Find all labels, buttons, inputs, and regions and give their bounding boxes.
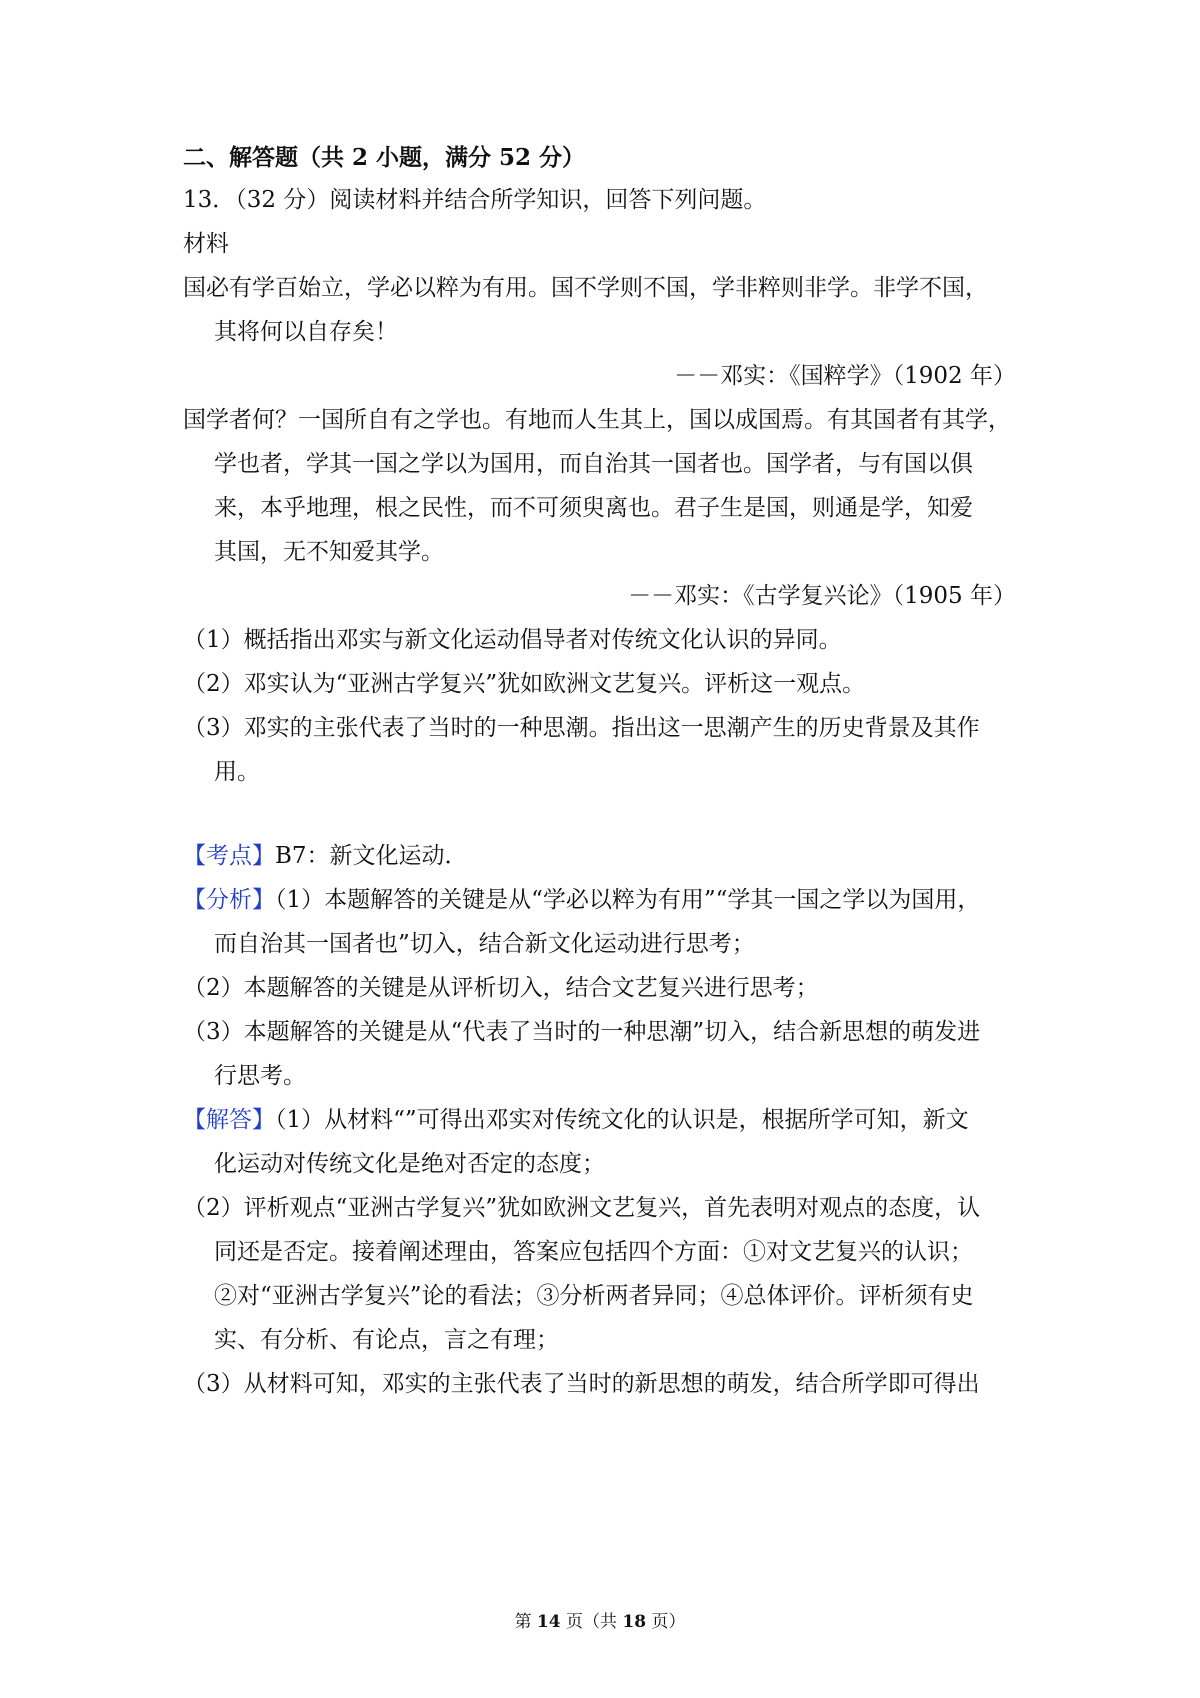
jieda-line-cont: 同还是否定。接着阐述理由，答案应包括四个方面：①对文艺复兴的认识；	[214, 1239, 973, 1265]
jieda-line: （3）从材料可知，邓实的主张代表了当时的新思想的萌发，结合所学即可得出	[183, 1371, 980, 1397]
fenxi-line-cont: 行思考。	[214, 1063, 306, 1089]
passage1-line: 其将何以自存矣！	[214, 319, 398, 345]
jieda-text: （1）从材料“”可得出邓实对传统文化的认识是，根据所学可知，新文	[275, 1107, 969, 1133]
jieda-tag: 【解答】	[183, 1107, 275, 1133]
material-label: 材料	[183, 231, 229, 257]
jieda-line	[183, 1105, 969, 1135]
footer-middle: 页（共	[566, 1612, 617, 1632]
passage2-line: 国学者何？一国所自有之学也。有地而人生其上，国以成国焉。有其国者有其学，	[183, 407, 1011, 433]
kaodian-tag: 【考点】	[183, 843, 275, 869]
fenxi-line	[183, 885, 980, 915]
footer-prefix: 第	[514, 1612, 532, 1632]
footer-total-pages: 18	[622, 1612, 647, 1632]
jieda-line: （2）评析观点“亚洲古学复兴”犹如欧洲文艺复兴，首先表明对观点的态度，认	[183, 1195, 981, 1221]
subquestion-2: （2）邓实认为“亚洲古学复兴”犹如欧洲文艺复兴。评析这一观点。	[183, 671, 866, 697]
page-footer	[0, 1611, 1200, 1633]
fenxi-tag: 【分析】	[183, 887, 275, 913]
passage2-line: 来，本乎地理，根之民性，而不可须臾离也。君子生是国，则通是学，知爱	[214, 495, 973, 521]
passage2-source: －－邓实：《古学复兴论》（1905 年）	[628, 583, 1016, 609]
jieda-line-cont: 化运动对传统文化是绝对否定的态度；	[214, 1151, 605, 1177]
fenxi-text: （1）本题解答的关键是从“学必以粹为有用”“学其一国之学以为国用，	[275, 887, 981, 913]
jieda-line-cont: 实、有分析、有论点，言之有理；	[214, 1327, 559, 1353]
jieda-line-cont: ②对“亚洲古学复兴”论的看法；③分析两者异同；④总体评价。评析须有史	[214, 1283, 974, 1309]
passage1-source: －－邓实：《国粹学》（1902 年）	[674, 363, 1016, 389]
fenxi-line: （3）本题解答的关键是从“代表了当时的一种思潮”切入，结合新思想的萌发进	[183, 1019, 981, 1045]
question-header: 13．（32 分）阅读材料并结合所学知识，回答下列问题。	[183, 187, 767, 213]
subquestion-1: （1）概括指出邓实与新文化运动倡导者对传统文化认识的异同。	[183, 627, 842, 653]
passage1-line: 国必有学百始立，学必以粹为有用。国不学则不国，学非粹则非学。非学不国，	[183, 275, 988, 301]
kaodian-line	[183, 841, 468, 871]
fenxi-line-cont: 而自治其一国者也”切入，结合新文化运动进行思考；	[214, 931, 755, 957]
footer-suffix: 页）	[651, 1612, 686, 1632]
subquestion-3: （3）邓实的主张代表了当时的一种思潮。指出这一思潮产生的历史背景及其作	[183, 715, 980, 741]
kaodian-text: B7：新文化运动．	[275, 843, 468, 869]
footer-page-number: 14	[536, 1612, 561, 1632]
section-heading: 二、解答题（共 2 小题，满分 52 分）	[183, 144, 586, 171]
passage2-line: 学也者，学其一国之学以为国用，而自治其一国者也。国学者，与有国以俱	[214, 451, 973, 477]
fenxi-line: （2）本题解答的关键是从评析切入，结合文艺复兴进行思考；	[183, 975, 819, 1001]
passage2-line: 其国，无不知爱其学。	[214, 539, 444, 565]
subquestion-3-cont: 用。	[214, 759, 260, 785]
